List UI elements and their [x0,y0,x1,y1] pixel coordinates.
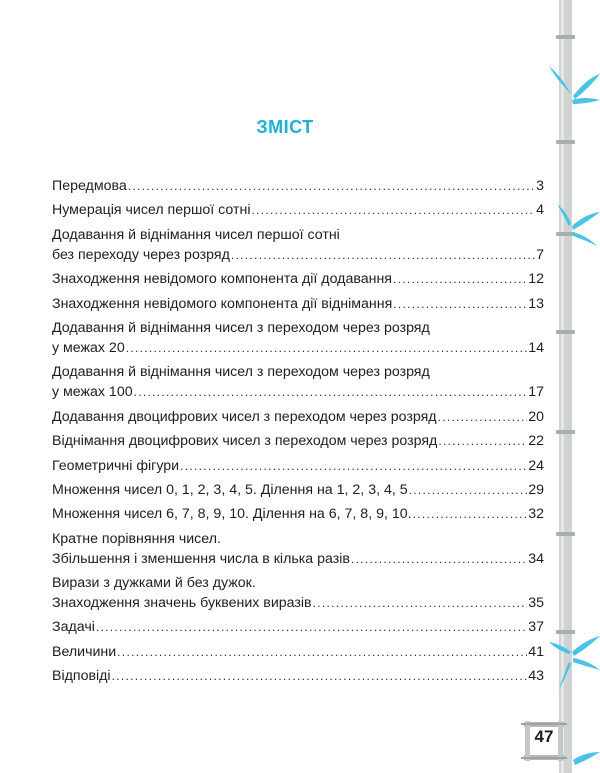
dot-leader [126,338,528,358]
toc-entry-lead: Додавання й віднімання чисел з переходом через розряд [52,364,430,381]
dot-leader [393,269,527,289]
page-title: ЗМІСТ [256,117,314,137]
toc-entry-title: без переходу через розряд [52,246,230,263]
toc-entry-title: Знаходження невідомого компонента дії віднімання [52,295,393,312]
toc-entry[interactable] [52,362,544,402]
toc-entry-page: 4 [536,202,544,219]
toc-entry[interactable] [52,573,544,613]
toc-entry-page: 29 [528,481,544,498]
toc-entry-page: 41 [528,643,544,660]
toc-entry[interactable] [52,666,544,686]
toc-entry-page: 34 [528,550,544,567]
toc-entry[interactable] [52,504,544,524]
toc-entry-title: Множення чисел 6, 7, 8, 9, 10. Ділення на 6, 7, 8, 9, 10. [52,506,412,523]
toc-entry-lead: Додавання й віднімання чисел першої сотні [52,226,340,243]
toc-entry-page: 14 [528,339,544,356]
toc-entry-title: Додавання двоцифрових чисел з переходом через розряд [52,408,437,425]
toc-entry-page: 20 [528,408,544,425]
table-of-contents [52,176,544,691]
page-number: 47 [534,727,554,746]
toc-entry[interactable] [52,456,544,476]
toc-entry[interactable] [52,225,544,265]
toc-entry[interactable] [52,176,544,196]
toc-entry-page: 43 [528,668,544,685]
toc-entry[interactable] [52,200,544,220]
toc-entry-page: 17 [528,384,544,401]
toc-entry[interactable] [52,294,544,314]
toc-entry-page: 35 [528,595,544,612]
toc-entry-title: Множення чисел 0, 1, 2, 3, 4, 5. Ділення на 1, 2, 3, 4, 5 [52,481,408,498]
dot-leader [438,407,528,427]
dot-leader [117,642,527,662]
toc-entry-title: Віднімання двоцифрових чисел з переходом через розряд [52,433,438,450]
dot-leader [393,294,527,314]
dot-leader [313,593,528,613]
toc-entry[interactable] [52,407,544,427]
toc-entry-title: Передмова [52,178,127,194]
toc-entry-title: Величини [52,643,117,660]
dot-leader [180,456,527,476]
toc-entry[interactable] [52,431,544,451]
toc-entry-title: Геометричні фігури [52,457,180,474]
toc-entry-page: 24 [528,457,544,474]
toc-entry[interactable] [52,480,544,500]
dot-leader [134,382,528,402]
dot-leader [252,200,536,220]
dot-leader [351,549,527,569]
toc-entry-lead: Кратне порівняння чисел. [52,530,221,547]
toc-entry-page: 32 [528,506,544,523]
toc-entry-lead: Додавання й віднімання чисел з переходом через розряд [52,319,430,336]
dot-leader [112,666,528,686]
toc-entry[interactable] [52,318,544,358]
toc-entry[interactable] [52,617,544,637]
toc-entry-title: у межах 20 [52,339,125,356]
toc-entry-page: 37 [528,619,544,636]
toc-entry-page: 12 [528,271,544,288]
toc-entry-title: Знаходження значень буквених виразів [52,595,312,612]
dot-leader [96,617,527,637]
toc-entry-title: у межах 100 [52,384,133,401]
dot-leader [413,504,528,524]
toc-entry-title: Відповіді [52,668,111,685]
toc-entry-page: 22 [528,433,544,450]
toc-entry[interactable] [52,529,544,569]
dot-leader [409,480,528,500]
toc-entry-page: 7 [536,246,544,263]
toc-entry-title: Нумерація чисел першої сотні [52,202,251,219]
toc-entry-title: Знаходження невідомого компонента дії додавання [52,271,392,288]
dot-leader [438,431,527,451]
toc-entry-page: 13 [528,295,544,312]
dot-leader [231,245,535,265]
toc-entry-title: Задачі [52,619,95,636]
toc-entry-title: Збільшення і зменшення числа в кілька разів [52,550,350,567]
toc-entry[interactable] [52,269,544,289]
bamboo-decoration [545,0,600,773]
dot-leader [128,176,535,196]
toc-entry-lead: Вирази з дужками й без дужок. [52,575,256,592]
toc-entry[interactable] [52,642,544,662]
toc-entry-page: 3 [536,178,544,194]
